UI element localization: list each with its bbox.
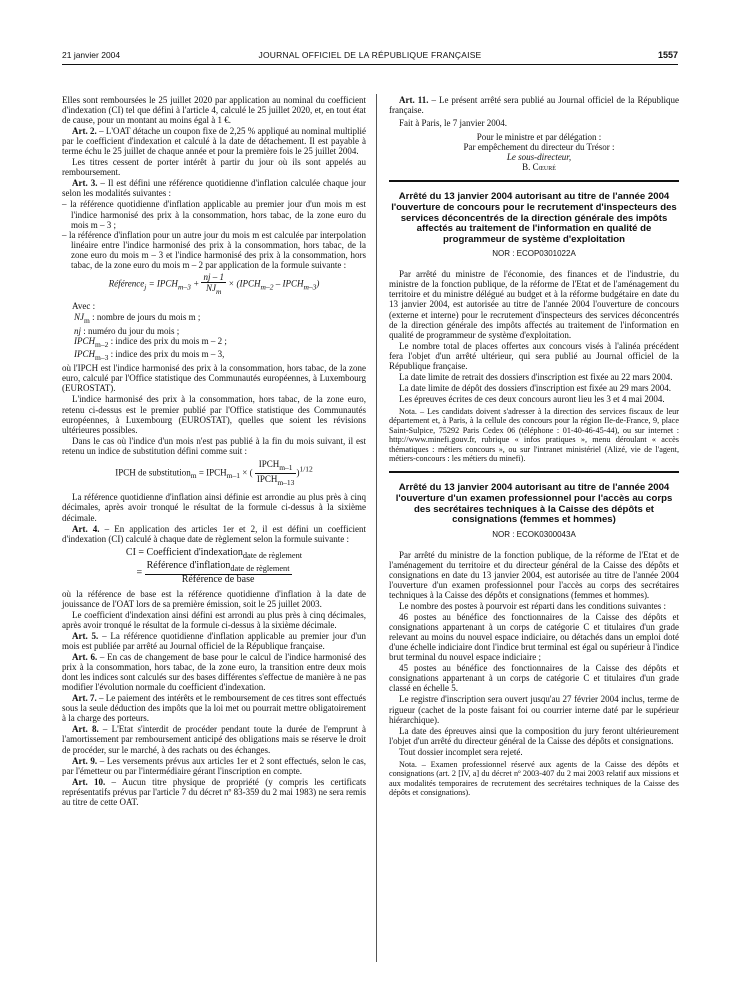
list-item: – la référence quotidienne d'inflation applicable au premier jour d'un mois m est l'indice harmonisé des prix à la consommation, hors tabac, de la zone euro du mois m – 3 ;: [62, 199, 366, 229]
list-item: – la référence d'inflation pour un autre jour du mois m est calculée par interpolation linéaire entre l'indice harmonisé des prix à la consommation, hors tabac, de la zone euro du mois m – 3 et l'indice harmonisé des prix à la consommation, hors tabac, de la zone euro du mois m – 2 par application de la formule suivante :: [62, 230, 366, 270]
definition: $NJ_m$ : nombre de jours du mois m ;: [74, 311, 201, 325]
right-column: [389, 95, 679, 797]
formula-substitution: IPCH de substitution$_m$ = $IPCH_{m-1}$ × ( $\frac{IPCH_{m-1}}{IPCH_{m-13}}$ )$^{1/12}$: [115, 458, 313, 487]
paragraph: Les titres cessent de porter intérêt à partir du jour où ils sont appelés au remboursement.: [62, 157, 366, 178]
article-7: Art. 7. – Le paiement des intérêts et le remboursement de ces titres sont effectués sous la seule déduction des impôts que la loi met ou pourrait mettre obligatoirement à la charge des porteurs.: [62, 693, 366, 724]
article-2: Art. 2. – L'OAT détache un coupon fixe de 2,25 % appliqué au nominal multiplié par le coefficient d'indexation et calculé à la date de détachement. Il est payable à terme échu le 25 juillet de chaque année et pour la première fois le 25 juillet 2004.: [62, 126, 366, 157]
formula-reference: Référence$_j$ = $IPCH_{m-3}$ + $\frac{nj - 1}{NJ_m}$ × ($IPCH_{m-2}$ – $IPCH_{m-3}$): [108, 271, 320, 296]
signature-block: [389, 132, 679, 172]
paragraph: Par arrêté du ministre de la fonction publique, de la réforme de l'Etat et de l'aménagement du territoire et du directeur général de la Caisse des dépôts et consignations en date du 13 janvier 2004, est autorisée au titre de l'année 2004 l'ouverture d'un examen professionnel pour l'accès au corps des secrétaires techniques à la Caisse des dépôts et consignations (femmes et hommes).: [389, 549, 679, 600]
nota: Nota. – Examen professionnel réservé aux agents de la Caisse des dépôts et consignations (art. 2 [IV, a] du décret nº 2003-407 du 2 mai 2003 relatif aux missions et aux modalités temporaires de recrutement des secrétaires techniques de la Caisse des dépôts et consignations).: [389, 759, 679, 797]
definitions: [62, 312, 366, 364]
left-column: [62, 95, 366, 808]
paragraph: Le coefficient d'indexation ainsi défini est arrondi au plus près à cinq décimales, après avoir tronqué le résultat de la formule ci-dessus à la sixième décimale.: [62, 609, 366, 630]
decree-title: Arrêté du 13 janvier 2004 autorisant au titre de l'année 2004 l'ouverture de concours pour le recrutement d'inspecteurs des services déconcentrés de la direction générale des impôts affectés au traitement de l'information en qualité de programmeur de système d'exploitation: [391, 191, 677, 245]
nor-reference: NOR : ECOK0300043A: [492, 529, 576, 539]
paragraph: Elles sont remboursées le 25 juillet 2020 par application au nominal du coefficient d'indexation (CI) tel que défini à l'article 4, calculé le 25 juillet 2020, et, en tout état de cause, pour un montant au moins égal à 1 €.: [62, 95, 366, 126]
paragraph: La référence quotidienne d'inflation ainsi définie est arrondie au plus près à cinq décimales, après avoir tronqué le résultat de la formule ci-dessus à la sixième décimale.: [62, 492, 366, 523]
paragraph: Le nombre total de places offertes aux concours visés à l'alinéa précédent fera l'objet d'un arrêté ultérieur, qui sera publié au Journal officiel de la République française.: [389, 340, 679, 371]
paragraph: 45 postes au bénéfice des fonctionnaires de la Caisse des dépôts et consignations appartenant à un corps de catégorie C et titulaires d'un grade classé en échelle 5.: [389, 663, 679, 694]
section-separator: [389, 471, 679, 473]
article-11: Art. 11. – Le présent arrêté sera publié au Journal officiel de la République française.: [389, 95, 679, 116]
paragraph: 46 postes au bénéfice des fonctionnaires de la Caisse des dépôts et consignations appartenant à un corps de catégorie C et titulaires d'un grade relevant au moins du nouvel espace indiciaire, ou détachés dans un emploi doté d'une échelle indiciaire dont l'indice brut terminal est égal ou supérieur à l'indice brut terminal du nouvel espace indiciaire ;: [389, 612, 679, 663]
article-4: Art. 4. – En application des articles 1er et 2, il est défini un coefficient d'indexation (CI) calculé à chaque date de règlement selon la formule suivante :: [62, 523, 366, 544]
article-3-list: [62, 199, 366, 269]
page-header: [62, 50, 678, 64]
nor-reference: NOR : ECOP0301022A: [492, 249, 576, 259]
paragraph: Le nombre des postes à pourvoir est réparti dans les conditions suivantes :: [399, 601, 666, 612]
article-6: Art. 6. – En cas de changement de base pour le calcul de l'indice harmonisé des prix à la consommation, hors tabac, de la zone euro, la transition entre deux mois dont les indices sont calculés sur des bases différentes s'effectue de manière à ne pas modifier l'évolution normale du coefficient d'indexation.: [62, 652, 366, 693]
definition: $IPCH_{m-2}$ : indice des prix du mois m – 2 ;: [74, 335, 227, 349]
paragraph: Avec :: [72, 300, 96, 311]
decree-title: Arrêté du 13 janvier 2004 autorisant au titre de l'année 2004 l'ouverture d'un examen professionnel pour l'accès au corps des secrétaires techniques à la Caisse des dépôts et consignations (femmes et hommes): [395, 482, 673, 526]
article-3: Art. 3. – Il est défini une référence quotidienne d'inflation calculée chaque jour selon les modalités suivantes :: [62, 178, 366, 199]
section-separator: [389, 180, 679, 182]
article-9: Art. 9. – Les versements prévus aux articles 1er et 2 sont effectués, selon le cas, par l'émetteur ou par l'intermédiaire gérant l'inscription en compte.: [62, 755, 366, 776]
paragraph: L'indice harmonisé des prix à la consommation, hors tabac, de la zone euro, retenu ci-dessus est le premier publié par l'Office statistique des Communautés européennes, à Luxembourg (EUROSTAT), quelles que soient les révisions ultérieures possibles.: [62, 394, 366, 435]
article-5: Art. 5. – La référence quotidienne d'inflation applicable au premier jour d'un mois est publiée par arrêté au Journal officiel de la République française.: [62, 630, 366, 652]
nota: Nota. – Les candidats doivent s'adresser à la direction des services fiscaux de leur département et, à Paris, à la cellule des concours pour la région Ile-de-France, 9, place Saint-Sulpice, 75292 Paris Cedex 06 (téléphone : 01-40-46-45-44), ou sur internet : http://www.minefi.gouv.fr, rubrique « infos pratiques », menu déroulant « accès thématiques : métiers concours », ou sur l'intranet ministériel (Alizé, vie de l'agent, métiers-concours : les métiers du minefi).: [389, 406, 679, 463]
paragraph: où l'IPCH est l'indice harmonisé des prix à la consommation, hors tabac, de la zone euro, calculé par l'Office statistique des Communautés européennes, à Luxembourg (EUROSTAT).: [62, 363, 366, 394]
signature-title: Le sous-directeur,: [506, 152, 572, 163]
signature-name: B. Cœuré: [522, 162, 556, 173]
definition: $IPCH_{m-3}$ : indice des prix du mois m – 3,: [74, 349, 225, 363]
definition: nj : numéro du jour du mois ;: [74, 325, 180, 336]
signature-line: Pour le ministre et par délégation :: [476, 132, 602, 143]
header-rule: [62, 64, 678, 65]
paragraph: La date des épreuves ainsi que la composition du jury feront ultérieurement l'objet d'un arrêté du directeur général de la Caisse des dépôts et consignations.: [389, 725, 679, 746]
header-journal-title: JOURNAL OFFICIEL DE LA RÉPUBLIQUE FRANÇAISE: [258, 50, 482, 60]
paragraph: Les épreuves écrites de ces deux concours auront lieu les 3 et 4 mai 2004.: [399, 393, 665, 404]
header-page-number: 1557: [657, 50, 678, 60]
signature-date: Fait à Paris, le 7 janvier 2004.: [399, 118, 507, 129]
paragraph: où la référence de base est la référence quotidienne d'inflation à la date de jouissance de l'OAT lors de sa première émission, soit le 25 juillet 2003.: [62, 588, 366, 609]
paragraph: La date limite de retrait des dossiers d'inscription est fixée au 22 mars 2004.: [399, 371, 673, 382]
formula-ci: CI = Coefficient d'indexation$_{date de règlement}$ = $\frac{Référence d'inflation_{date de règlement}}{\text{Référence de base}}$: [125, 546, 303, 585]
article-8: Art. 8. – L'Etat s'interdit de procéder pendant toute la durée de l'emprunt à l'amortissement par remboursement anticipé des obligations mais se réserve le droit de procéder, sur le marché, à des rachats ou des échanges.: [62, 724, 366, 755]
paragraph: Dans le cas où l'indice d'un mois n'est pas publié à la fin du mois suivant, il est retenu un indice de substitution défini comme suit :: [62, 435, 366, 456]
column-divider: [376, 94, 377, 962]
paragraph: Par arrêté du ministre de l'économie, des finances et de l'industrie, du ministre de la fonction publique, de la réforme de l'Etat et de l'aménagement du territoire et du ministre délégué au budget et à la réforme budgétaire en date du 13 janvier 2004, est autorisée au titre de l'année 2004 l'ouverture de concours (externe et interne) pour le recrutement d'inspecteurs des services déconcentrés de la direction générale des impôts affectés au traitement de l'information en qualité de programmeur de système d'exploitation.: [389, 269, 679, 340]
header-date: 21 janvier 2004: [62, 50, 121, 60]
signature-line: Par empêchement du directeur du Trésor :: [463, 142, 615, 153]
article-10: Art. 10. – Aucun titre physique de propriété (y compris les certificats représentatifs prévus par l'article 7 du décret nº 83-359 du 2 mai 1983) ne sera remis au titre de cette OAT.: [62, 776, 366, 807]
paragraph: Le registre d'inscription sera ouvert jusqu'au 27 février 2004 inclus, terme de rigueur (cachet de la poste faisant foi ou courrier interne daté par le supérieur hiérarchique).: [389, 694, 679, 725]
paragraph: La date limite de dépôt des dossiers d'inscription est fixée au 29 mars 2004.: [399, 382, 672, 393]
paragraph: Tout dossier incomplet sera rejeté.: [399, 746, 523, 757]
